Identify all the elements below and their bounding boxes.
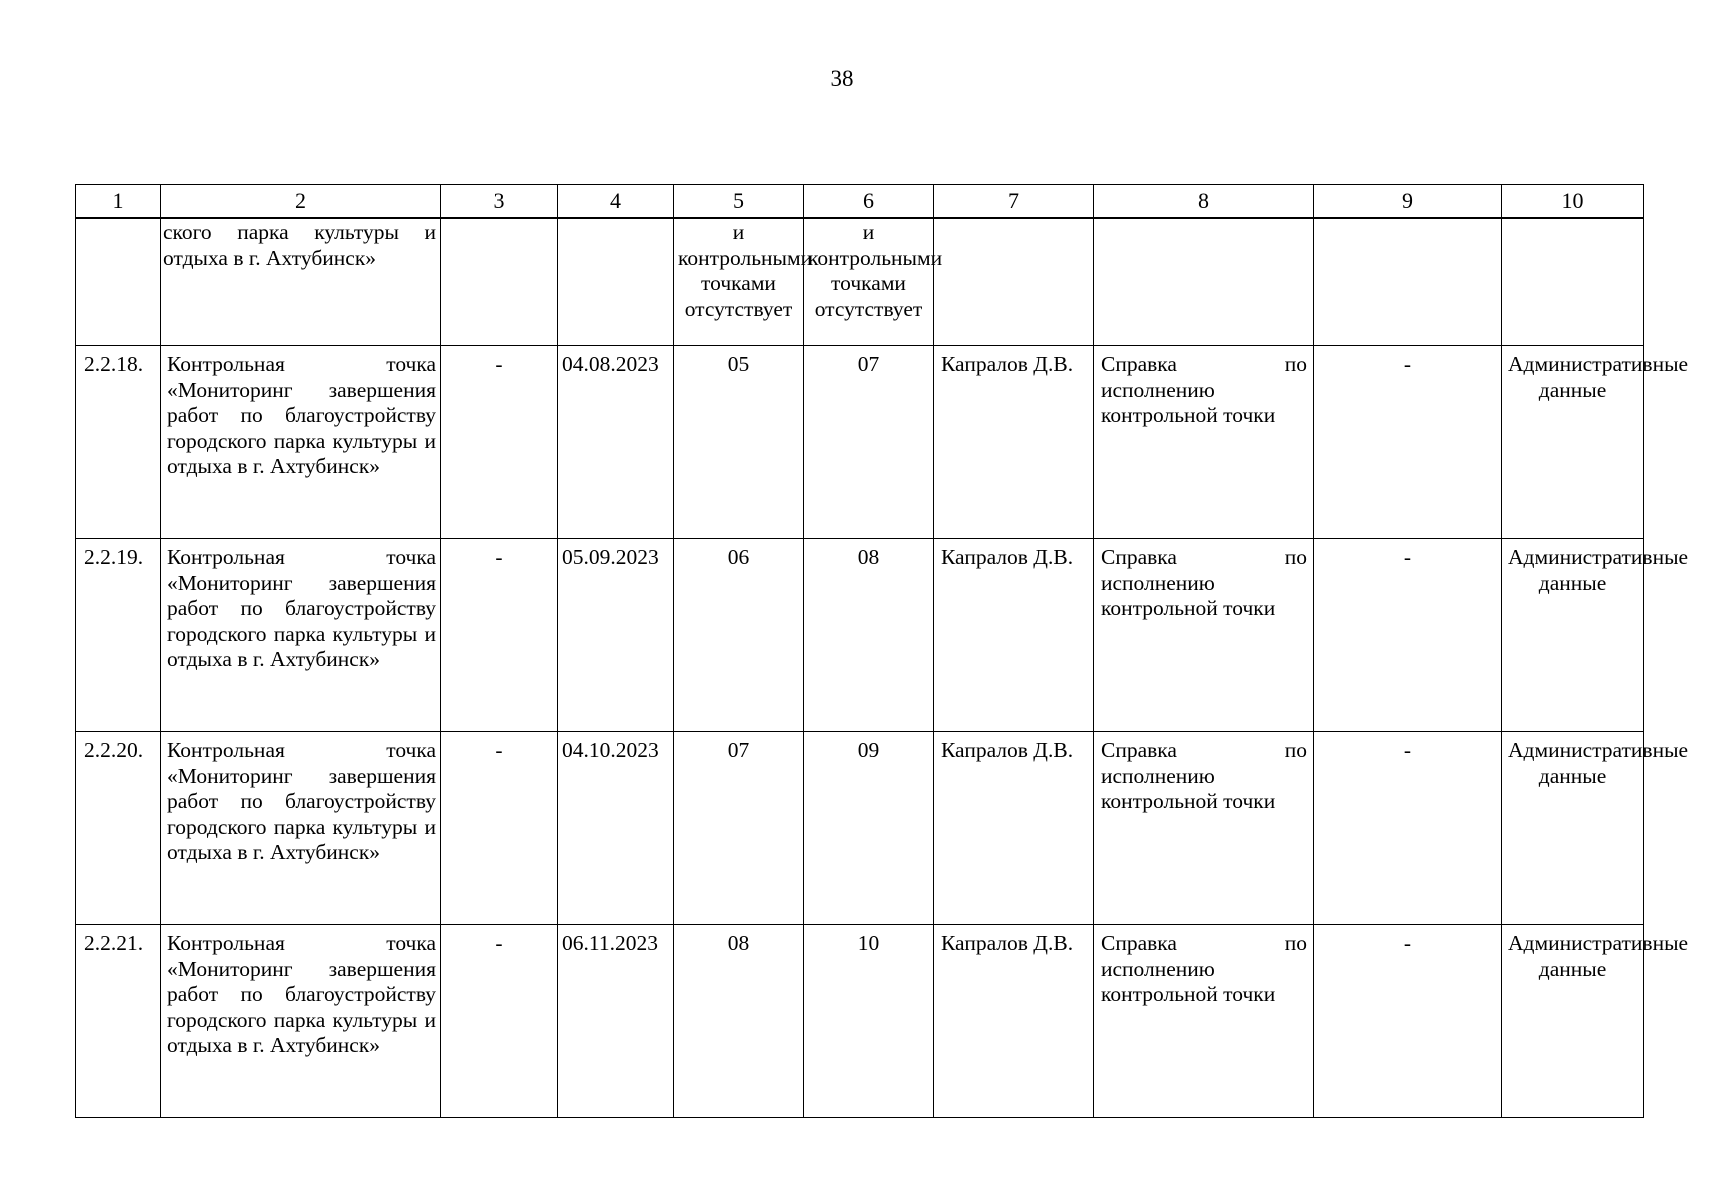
responsible-cell (934, 732, 1094, 925)
row-source: Административные данные (1508, 738, 1689, 788)
continuation-cell-2 (161, 218, 441, 346)
col5-value: 08 (727, 931, 750, 955)
col3-cell (441, 732, 558, 925)
column-header-10: 10 (1502, 185, 1644, 219)
row-document: Справка по исполнению контрольной точки (1101, 931, 1307, 1006)
continuation-col5-text: и контрольными точками отсутствует (678, 220, 813, 321)
description-cell (161, 732, 441, 925)
header-row (76, 185, 1644, 219)
row-source: Административные данные (1508, 931, 1689, 981)
col5-cell (674, 346, 804, 539)
date-cell (558, 732, 674, 925)
date-cell (558, 539, 674, 732)
col9-cell (1314, 539, 1502, 732)
col5-value: 06 (727, 545, 750, 569)
col6-cell (804, 732, 934, 925)
col9-cell (1314, 925, 1502, 1118)
row-description: Контрольная точка «Мониторинг завершения работ по благоустройству городского парка культуры и отдыха в г. Ахтубинск» (167, 545, 436, 671)
row-number-cell (76, 346, 161, 539)
col3-value: - (495, 738, 503, 762)
row-date: 04.08.2023 (562, 352, 659, 376)
col9-cell (1314, 732, 1502, 925)
responsible-cell (934, 346, 1094, 539)
row-description: Контрольная точка «Мониторинг завершения работ по благоустройству городского парка культуры и отдыха в г. Ахтубинск» (167, 931, 436, 1057)
row-responsible: Капралов Д.В. (941, 738, 1074, 762)
col5-value: 05 (727, 352, 750, 376)
col9-value: - (1403, 738, 1412, 762)
document-cell (1094, 539, 1314, 732)
responsible-cell (934, 925, 1094, 1118)
table-row (76, 732, 1644, 925)
continuation-cell-9 (1314, 218, 1502, 346)
col5-cell (674, 539, 804, 732)
description-cell (161, 925, 441, 1118)
row-date: 04.10.2023 (562, 738, 659, 762)
row-description: Контрольная точка «Мониторинг завершения работ по благоустройству городского парка культуры и отдыха в г. Ахтубинск» (167, 738, 436, 864)
row-number-cell (76, 925, 161, 1118)
continuation-cell-7 (934, 218, 1094, 346)
row-number-cell (76, 539, 161, 732)
col9-cell (1314, 346, 1502, 539)
row-source: Административные данные (1508, 545, 1689, 595)
col9-value: - (1403, 931, 1412, 955)
column-header-7: 7 (934, 185, 1094, 219)
continuation-cell-10 (1502, 218, 1644, 346)
col6-value: 10 (857, 931, 880, 955)
continuation-cell-3 (441, 218, 558, 346)
col9-value: - (1403, 352, 1412, 376)
page-number: 38 (830, 66, 854, 91)
col5-cell (674, 732, 804, 925)
control-points-table (75, 184, 1689, 1118)
column-header-8: 8 (1094, 185, 1314, 219)
col6-value: 08 (857, 545, 880, 569)
column-header-9: 9 (1314, 185, 1502, 219)
row-number: 2.2.21. (84, 931, 144, 955)
row-document: Справка по исполнению контрольной точки (1101, 352, 1307, 427)
col9-value: - (1403, 545, 1412, 569)
table-row (76, 925, 1644, 1118)
source-cell (1502, 732, 1689, 925)
row-source: Административные данные (1508, 352, 1689, 402)
date-cell (558, 925, 674, 1118)
row-responsible: Капралов Д.В. (941, 931, 1074, 955)
table-row (76, 346, 1644, 539)
col6-cell (804, 925, 934, 1118)
responsible-cell (934, 539, 1094, 732)
col5-cell (674, 925, 804, 1118)
row-responsible: Капралов Д.В. (941, 545, 1074, 569)
col3-value: - (495, 352, 503, 376)
continuation-cell-5 (674, 218, 813, 346)
column-header-2: 2 (161, 185, 441, 219)
row-number: 2.2.19. (84, 545, 144, 569)
continuation-cell-4 (558, 218, 674, 346)
col6-value: 07 (857, 352, 880, 376)
column-header-6: 6 (804, 185, 934, 219)
row-number: 2.2.20. (84, 738, 144, 762)
col6-value: 09 (857, 738, 880, 762)
source-cell (1502, 925, 1689, 1118)
column-header-1: 1 (76, 185, 161, 219)
continuation-description: ского парка культуры и отдыха в г. Ахтубинск» (163, 220, 436, 270)
col3-cell (441, 539, 558, 732)
row-number: 2.2.18. (84, 352, 144, 376)
continuation-row (76, 218, 1644, 346)
continuation-cell-1 (76, 218, 161, 346)
row-date: 06.11.2023 (562, 931, 658, 955)
col3-value: - (495, 931, 503, 955)
date-cell (558, 346, 674, 539)
description-cell (161, 346, 441, 539)
continuation-col6-text: и контрольными точками отсутствует (808, 220, 943, 321)
col5-value: 07 (727, 738, 750, 762)
column-header-4: 4 (558, 185, 674, 219)
column-header-5: 5 (674, 185, 804, 219)
table-row (76, 539, 1644, 732)
row-responsible: Капралов Д.В. (941, 352, 1074, 376)
col6-cell (804, 346, 934, 539)
row-document: Справка по исполнению контрольной точки (1101, 545, 1307, 620)
continuation-cell-8 (1094, 218, 1314, 346)
col6-cell (804, 539, 934, 732)
description-cell (161, 539, 441, 732)
document-cell (1094, 925, 1314, 1118)
col3-cell (441, 346, 558, 539)
col3-cell (441, 925, 558, 1118)
document-cell (1094, 732, 1314, 925)
col3-value: - (495, 545, 503, 569)
row-description: Контрольная точка «Мониторинг завершения работ по благоустройству городского парка культуры и отдыха в г. Ахтубинск» (167, 352, 436, 478)
document-cell (1094, 346, 1314, 539)
row-date: 05.09.2023 (562, 545, 659, 569)
row-number-cell (76, 732, 161, 925)
source-cell (1502, 346, 1689, 539)
column-header-3: 3 (441, 185, 558, 219)
continuation-cell-6 (804, 218, 943, 346)
row-document: Справка по исполнению контрольной точки (1101, 738, 1307, 813)
source-cell (1502, 539, 1689, 732)
